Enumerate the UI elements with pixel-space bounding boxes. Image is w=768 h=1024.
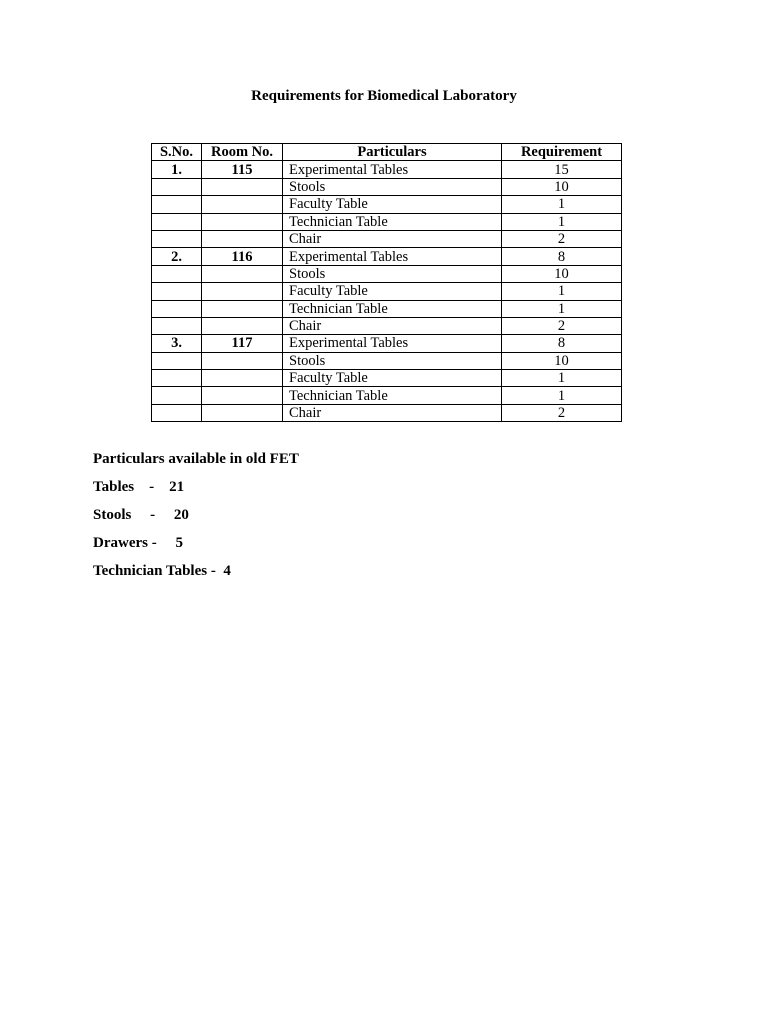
cell-requirement: 15: [502, 161, 622, 178]
cell-room-no: [202, 196, 283, 213]
cell-particular: Faculty Table: [283, 370, 502, 387]
cell-room-no: [202, 387, 283, 404]
cell-sno: [152, 352, 202, 369]
cell-room-no: [202, 178, 283, 195]
header-room-no: Room No.: [202, 144, 283, 161]
cell-sno: [152, 317, 202, 334]
cell-requirement: 8: [502, 248, 622, 265]
cell-sno: [152, 265, 202, 282]
cell-room-no: [202, 265, 283, 282]
cell-requirement: 2: [502, 230, 622, 247]
cell-particular: Technician Table: [283, 300, 502, 317]
cell-room-no: [202, 230, 283, 247]
cell-requirement: 10: [502, 352, 622, 369]
cell-room-no: [202, 370, 283, 387]
available-item-technician-tables: Technician Tables - 4: [93, 563, 231, 579]
cell-sno: [152, 387, 202, 404]
table-row: [152, 352, 622, 369]
cell-sno: [152, 300, 202, 317]
available-item-stools: Stools - 20: [93, 507, 189, 523]
cell-particular: Stools: [283, 178, 502, 195]
cell-requirement: 10: [502, 265, 622, 282]
cell-requirement: 1: [502, 370, 622, 387]
table-row: [152, 178, 622, 195]
table-row: [152, 370, 622, 387]
cell-room-no: [202, 317, 283, 334]
cell-sno: [152, 404, 202, 421]
cell-requirement: 1: [502, 283, 622, 300]
table-body: [152, 161, 622, 422]
cell-sno: 1.: [152, 161, 202, 178]
cell-sno: 3.: [152, 335, 202, 352]
cell-requirement: 1: [502, 196, 622, 213]
cell-particular: Technician Table: [283, 387, 502, 404]
cell-sno: [152, 178, 202, 195]
cell-particular: Stools: [283, 265, 502, 282]
cell-room-no: 115: [202, 161, 283, 178]
cell-requirement: 1: [502, 387, 622, 404]
header-particulars: Particulars: [283, 144, 502, 161]
cell-sno: [152, 230, 202, 247]
cell-particular: Experimental Tables: [283, 248, 502, 265]
table-row: [152, 335, 622, 352]
table-row: [152, 300, 622, 317]
cell-particular: Faculty Table: [283, 196, 502, 213]
requirements-table: [151, 143, 622, 422]
cell-requirement: 8: [502, 335, 622, 352]
table-header-row: [152, 144, 622, 161]
cell-particular: Chair: [283, 230, 502, 247]
cell-room-no: [202, 404, 283, 421]
table-row: [152, 404, 622, 421]
cell-room-no: [202, 300, 283, 317]
header-requirement: Requirement: [502, 144, 622, 161]
table-row: [152, 248, 622, 265]
cell-particular: Faculty Table: [283, 283, 502, 300]
cell-particular: Chair: [283, 317, 502, 334]
cell-particular: Experimental Tables: [283, 335, 502, 352]
cell-requirement: 10: [502, 178, 622, 195]
cell-room-no: [202, 352, 283, 369]
cell-room-no: [202, 213, 283, 230]
cell-requirement: 1: [502, 300, 622, 317]
cell-room-no: 116: [202, 248, 283, 265]
table-row: [152, 265, 622, 282]
cell-requirement: 1: [502, 213, 622, 230]
table-row: [152, 283, 622, 300]
cell-room-no: 117: [202, 335, 283, 352]
cell-sno: [152, 283, 202, 300]
table-row: [152, 230, 622, 247]
available-item-tables: Tables - 21: [93, 479, 185, 495]
cell-particular: Chair: [283, 404, 502, 421]
table-row: [152, 196, 622, 213]
cell-sno: [152, 213, 202, 230]
available-heading: Particulars available in old FET: [93, 451, 299, 467]
cell-particular: Technician Table: [283, 213, 502, 230]
cell-sno: [152, 196, 202, 213]
table-row: [152, 387, 622, 404]
cell-requirement: 2: [502, 404, 622, 421]
table-row: [152, 161, 622, 178]
table-row: [152, 213, 622, 230]
table-row: [152, 317, 622, 334]
page-title: Requirements for Biomedical Laboratory: [251, 88, 517, 104]
cell-particular: Stools: [283, 352, 502, 369]
cell-sno: [152, 370, 202, 387]
header-sno: S.No.: [152, 144, 202, 161]
available-item-drawers: Drawers - 5: [93, 535, 183, 551]
cell-sno: 2.: [152, 248, 202, 265]
cell-requirement: 2: [502, 317, 622, 334]
cell-room-no: [202, 283, 283, 300]
cell-particular: Experimental Tables: [283, 161, 502, 178]
